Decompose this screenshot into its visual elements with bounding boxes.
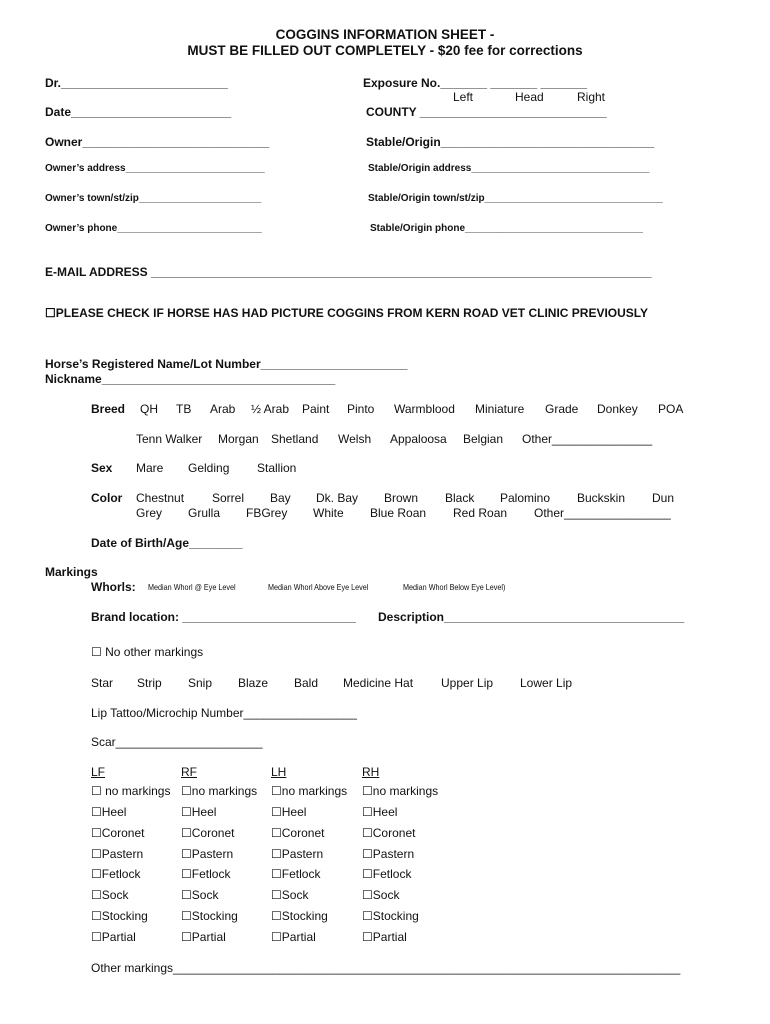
leg-marking-checkbox[interactable]: ☐	[91, 847, 102, 861]
leg-marking-label: Sock	[372, 888, 400, 902]
sex-label: Sex	[91, 461, 113, 475]
color-option[interactable]: Red Roan	[453, 506, 508, 520]
leg-marking-checkbox[interactable]: ☐	[181, 909, 192, 923]
leg-marking-label: Stocking	[101, 909, 148, 923]
color-option[interactable]: Chestnut	[136, 491, 185, 505]
date-field[interactable]: Date________________________	[45, 105, 232, 119]
color-option[interactable]: Buckskin	[577, 491, 626, 505]
leg-marking-label: Sock	[101, 888, 129, 902]
leg-marking-label: Heel	[191, 805, 217, 819]
leg-marking-checkbox[interactable]: ☐	[91, 805, 102, 819]
leg-marking-checkbox[interactable]: ☐	[362, 847, 373, 861]
leg-marking-checkbox[interactable]: ☐	[362, 784, 373, 798]
breed-option[interactable]: POA	[658, 402, 684, 416]
leg-marking-label: Heel	[372, 805, 398, 819]
color-option[interactable]: Black	[445, 491, 475, 505]
face-marking-option[interactable]: Star	[91, 676, 114, 690]
breed-option[interactable]: Miniature	[475, 402, 525, 416]
leg-marking-label: Coronet	[281, 826, 325, 840]
breed-label: Breed	[91, 402, 126, 416]
leg-marking-label: Pastern	[281, 847, 324, 861]
leg-marking-option	[181, 826, 234, 840]
color-option[interactable]: Bay	[270, 491, 291, 505]
form-title-line1: COGGINS INFORMATION SHEET -	[275, 27, 495, 42]
owner-field[interactable]: Owner____________________________	[45, 135, 270, 149]
leg-marking-label: Heel	[101, 805, 127, 819]
leg-marking-option	[91, 867, 140, 881]
breed-option[interactable]: Shetland	[271, 432, 319, 446]
leg-marking-checkbox[interactable]: ☐	[271, 784, 282, 798]
leg-column-header: LH	[271, 765, 287, 779]
leg-marking-option	[91, 847, 143, 861]
leg-marking-label: Pastern	[191, 847, 234, 861]
leg-marking-checkbox[interactable]: ☐	[271, 867, 282, 881]
leg-marking-label: Stocking	[372, 909, 419, 923]
color-other-field[interactable]: Other________________	[534, 506, 671, 520]
leg-marking-label: Stocking	[191, 909, 238, 923]
picture-coggins-row	[45, 306, 648, 320]
no-other-markings-row	[91, 645, 203, 659]
leg-marking-checkbox[interactable]: ☐	[181, 930, 192, 944]
breed-option[interactable]: Grade	[545, 402, 579, 416]
leg-marking-checkbox[interactable]: ☐	[91, 867, 102, 881]
color-option[interactable]: Blue Roan	[370, 506, 427, 520]
dr-field[interactable]: Dr._________________________	[45, 76, 228, 90]
leg-marking-option	[91, 888, 128, 902]
breed-option[interactable]: Paint	[302, 402, 330, 416]
breed-option[interactable]: Tenn Walker	[136, 432, 203, 446]
leg-marking-checkbox[interactable]: ☐	[91, 826, 102, 840]
exposure-left-label: Left	[453, 90, 474, 104]
color-option[interactable]: Grey	[136, 506, 163, 520]
breed-option[interactable]: Belgian	[463, 432, 504, 446]
face-marking-option[interactable]: Snip	[188, 676, 213, 690]
leg-marking-option	[91, 805, 126, 819]
lip-tattoo-field[interactable]: Lip Tattoo/Microchip Number_________________	[91, 706, 357, 720]
breed-option[interactable]: Arab	[210, 402, 236, 416]
leg-marking-checkbox[interactable]: ☐	[181, 805, 192, 819]
leg-marking-option	[271, 930, 316, 944]
breed-option[interactable]: Morgan	[218, 432, 259, 446]
leg-marking-label: Heel	[281, 805, 307, 819]
leg-marking-label: Pastern	[101, 847, 144, 861]
leg-marking-label: Fetlock	[101, 867, 141, 881]
breed-option[interactable]: Pinto	[347, 402, 375, 416]
leg-marking-label: Partial	[101, 930, 136, 944]
leg-marking-checkbox[interactable]: ☐	[181, 888, 192, 902]
leg-marking-option	[91, 909, 148, 923]
leg-marking-label: no markings	[191, 784, 258, 798]
breed-option[interactable]: Appaloosa	[390, 432, 447, 446]
leg-marking-option	[181, 909, 238, 923]
face-marking-option[interactable]: Bald	[294, 676, 319, 690]
leg-marking-label: no markings	[372, 784, 439, 798]
leg-marking-checkbox[interactable]: ☐	[181, 867, 192, 881]
leg-marking-option	[181, 930, 226, 944]
leg-marking-checkbox[interactable]: ☐	[271, 805, 282, 819]
leg-marking-checkbox[interactable]: ☐	[181, 826, 192, 840]
owner-address-field[interactable]: Owner’s address_________________________	[45, 163, 265, 174]
leg-marking-label: Coronet	[372, 826, 416, 840]
leg-marking-option	[271, 867, 320, 881]
leg-marking-option	[362, 867, 411, 881]
leg-column-header: LF	[91, 765, 106, 779]
leg-marking-checkbox[interactable]: ☐	[362, 909, 373, 923]
color-label: Color	[91, 491, 123, 505]
exposure-field[interactable]: Exposure No._______ _______ _______	[363, 76, 588, 90]
color-option[interactable]: FBGrey	[246, 506, 288, 520]
county-field[interactable]: COUNTY ____________________________	[366, 105, 607, 119]
leg-marking-checkbox[interactable]: ☐	[271, 909, 282, 923]
leg-marking-checkbox[interactable]: ☐	[271, 888, 282, 902]
leg-marking-checkbox[interactable]: ☐	[271, 826, 282, 840]
leg-marking-option	[181, 784, 257, 798]
leg-marking-option	[181, 847, 233, 861]
whorl-option[interactable]: Median Whorl Below Eye Level)	[403, 582, 506, 592]
leg-marking-option	[271, 888, 308, 902]
no-other-markings-checkbox[interactable]: ☐	[91, 645, 102, 659]
leg-marking-label: Partial	[281, 930, 316, 944]
leg-marking-option	[362, 847, 414, 861]
leg-marking-checkbox[interactable]: ☐	[91, 930, 102, 944]
leg-marking-label: Partial	[191, 930, 226, 944]
leg-marking-label: Coronet	[191, 826, 235, 840]
owner-town-field[interactable]: Owner’s town/st/zip______________________	[45, 193, 262, 204]
whorl-option[interactable]: Median Whorl Above Eye Level	[268, 582, 369, 592]
leg-marking-label: no markings	[281, 784, 348, 798]
other-markings-field[interactable]: Other markings____________________________________________________________________________	[91, 961, 681, 975]
leg-marking-label: Fetlock	[281, 867, 321, 881]
leg-marking-option	[181, 805, 216, 819]
description-field[interactable]: Description____________________________________	[378, 610, 685, 624]
face-marking-option[interactable]: Blaze	[238, 676, 269, 690]
color-option[interactable]: Grulla	[188, 506, 221, 520]
leg-marking-checkbox[interactable]: ☐	[362, 867, 373, 881]
breed-option[interactable]: Welsh	[338, 432, 372, 446]
no-other-markings-label: No other markings	[105, 645, 204, 659]
email-field[interactable]: E-MAIL ADDRESS ___________________________________________________________________________	[45, 265, 652, 279]
nickname-field[interactable]: Nickname___________________________________	[45, 372, 336, 386]
breed-other-field[interactable]: Other_______________	[522, 432, 653, 446]
leg-marking-checkbox[interactable]: ☐	[271, 847, 282, 861]
leg-marking-option	[362, 826, 415, 840]
leg-marking-checkbox[interactable]: ☐	[91, 888, 102, 902]
leg-marking-option	[91, 930, 136, 944]
leg-marking-checkbox[interactable]: ☐	[362, 805, 373, 819]
leg-marking-option	[362, 909, 419, 923]
leg-column-header: RF	[181, 765, 197, 779]
stable-town-field[interactable]: Stable/Origin town/st/zip________________________________	[368, 193, 663, 204]
leg-marking-checkbox[interactable]: ☐	[362, 930, 373, 944]
scar-field[interactable]: Scar______________________	[91, 735, 263, 749]
leg-column-header: RH	[362, 765, 380, 779]
leg-marking-option	[181, 867, 230, 881]
leg-marking-label: Partial	[372, 930, 407, 944]
color-option[interactable]: Dk. Bay	[316, 491, 359, 505]
leg-marking-label: Sock	[191, 888, 219, 902]
sex-option[interactable]: Mare	[136, 461, 164, 475]
sex-option[interactable]: Stallion	[257, 461, 297, 475]
leg-marking-label: Pastern	[372, 847, 415, 861]
leg-marking-checkbox[interactable]: ☐	[362, 888, 373, 902]
breed-option[interactable]: TB	[176, 402, 192, 416]
stable-origin-field[interactable]: Stable/Origin________________________________	[366, 135, 655, 149]
breed-option[interactable]: QH	[140, 402, 158, 416]
leg-marking-option	[91, 784, 170, 798]
color-option[interactable]: White	[313, 506, 344, 520]
leg-marking-option	[271, 826, 324, 840]
leg-marking-option	[271, 784, 347, 798]
leg-marking-checkbox[interactable]: ☐	[91, 784, 102, 798]
leg-marking-checkbox[interactable]: ☐	[271, 930, 282, 944]
breed-option[interactable]: Warmblood	[394, 402, 455, 416]
dob-field[interactable]: Date of Birth/Age________	[91, 536, 243, 550]
leg-marking-checkbox[interactable]: ☐	[181, 847, 192, 861]
leg-marking-option	[271, 847, 323, 861]
owner-phone-field[interactable]: Owner’s phone__________________________	[45, 223, 262, 234]
picture-coggins-label: PLEASE CHECK IF HORSE HAS HAD PICTURE COGGINS FROM KERN ROAD VET CLINIC PREVIOUSLY	[55, 306, 649, 320]
sex-option[interactable]: Gelding	[188, 461, 230, 475]
face-marking-option[interactable]: Upper Lip	[441, 676, 494, 690]
leg-marking-checkbox[interactable]: ☐	[91, 909, 102, 923]
exposure-right-label: Right	[577, 90, 606, 104]
form-title-line2: MUST BE FILLED OUT COMPLETELY - $20 fee for corrections	[187, 43, 583, 58]
leg-marking-label: Coronet	[101, 826, 145, 840]
leg-marking-option	[362, 784, 438, 798]
color-option[interactable]: Brown	[384, 491, 419, 505]
face-marking-option[interactable]: Medicine Hat	[343, 676, 414, 690]
breed-option[interactable]: Donkey	[597, 402, 638, 416]
leg-marking-label: Stocking	[281, 909, 328, 923]
brand-location-field[interactable]: Brand location: __________________________	[91, 610, 356, 624]
color-option[interactable]: Sorrel	[212, 491, 245, 505]
leg-marking-option	[362, 805, 397, 819]
leg-marking-option	[271, 805, 306, 819]
leg-marking-label: no markings	[105, 784, 171, 798]
leg-marking-checkbox[interactable]: ☐	[181, 784, 192, 798]
markings-label: Markings	[45, 565, 98, 579]
leg-marking-checkbox[interactable]: ☐	[362, 826, 373, 840]
leg-marking-option	[271, 909, 328, 923]
stable-address-field[interactable]: Stable/Origin address________________________________	[368, 163, 650, 174]
whorl-option[interactable]: Median Whorl @ Eye Level	[148, 582, 236, 592]
leg-marking-option	[362, 888, 399, 902]
breed-option[interactable]: ½ Arab	[251, 402, 290, 416]
leg-marking-label: Fetlock	[372, 867, 412, 881]
leg-marking-option	[362, 930, 407, 944]
leg-marking-option	[181, 888, 218, 902]
stable-phone-field[interactable]: Stable/Origin phone________________________________	[370, 223, 643, 234]
leg-marking-option	[91, 826, 144, 840]
face-marking-option[interactable]: Lower Lip	[520, 676, 573, 690]
picture-coggins-checkbox[interactable]: ☐	[45, 306, 56, 320]
leg-marking-label: Sock	[281, 888, 309, 902]
color-option[interactable]: Palomino	[500, 491, 551, 505]
face-marking-option[interactable]: Strip	[137, 676, 162, 690]
exposure-head-label: Head	[515, 90, 544, 104]
whorls-label: Whorls:	[91, 580, 136, 594]
registered-name-field[interactable]: Horse’s Registered Name/Lot Number______________________	[45, 357, 408, 371]
color-option[interactable]: Dun	[652, 491, 675, 505]
leg-marking-label: Fetlock	[191, 867, 231, 881]
